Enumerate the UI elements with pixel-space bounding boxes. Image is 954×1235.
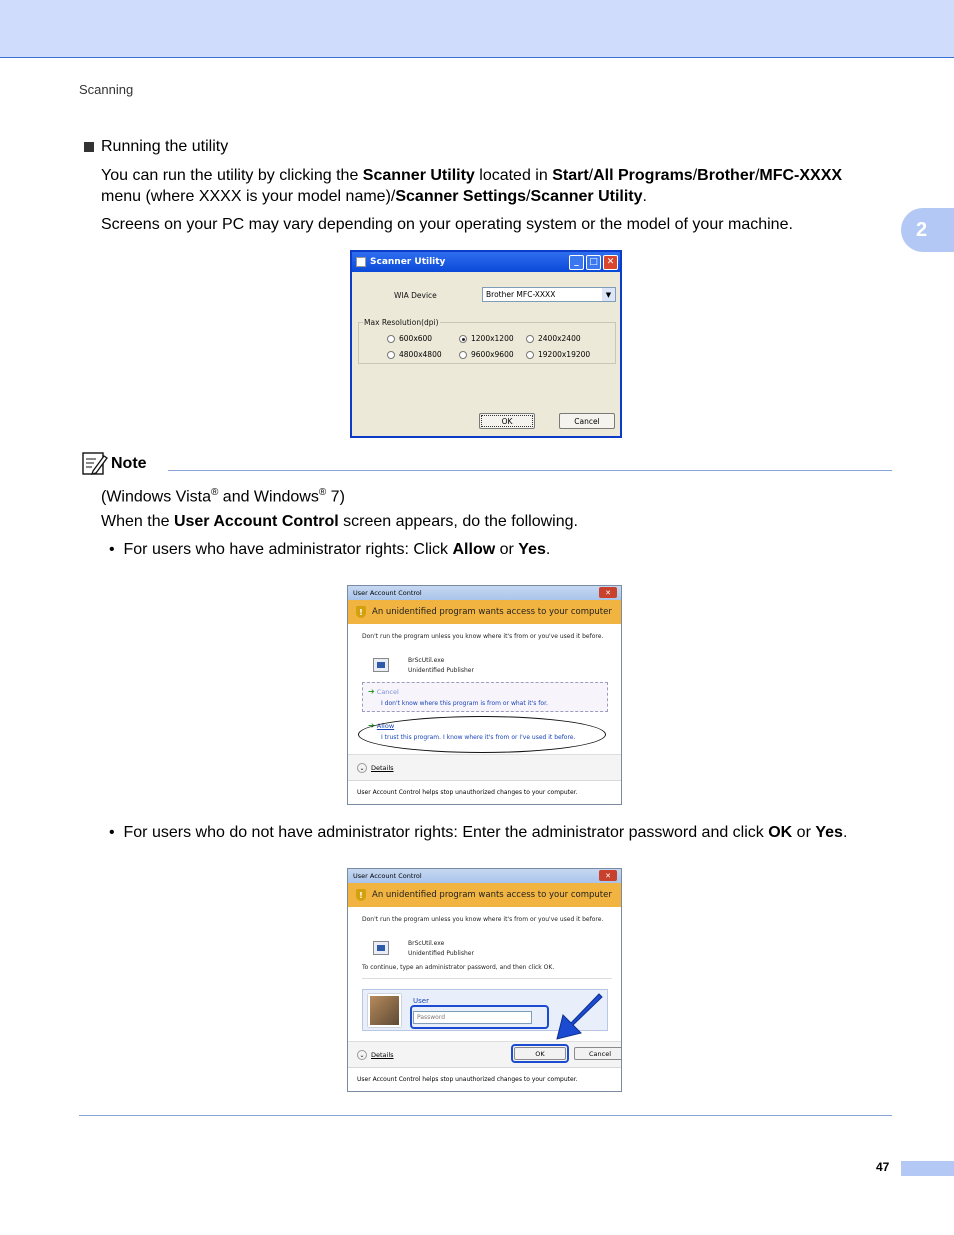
chevron-down-icon: ⌄ [357,763,367,773]
maximize-icon[interactable]: □ [586,255,601,270]
radio-2400[interactable] [526,334,581,343]
chevron-down-icon: ⌄ [357,1050,367,1060]
divider [362,978,612,979]
radio-4800[interactable] [387,350,442,359]
program-publisher: Unidentified Publisher [408,667,474,674]
bold-text: All Programs [593,167,693,184]
note-bullet-admin [109,539,550,560]
bold-text: MFC-XXXX [759,167,843,184]
details-label: Details [371,764,394,772]
program-icon [373,941,389,955]
uac-footer: User Account Control helps stop unauthorized changes to your computer. [348,1067,621,1091]
note-uac-line [101,511,578,532]
radio-selected-icon [459,335,467,343]
bullet-dot: • [109,824,124,841]
radio-label: 19200x19200 [538,350,591,359]
text: screen appears, do the following. [338,513,578,530]
text: or [495,541,519,558]
bold-text: Scanner Utility [530,188,643,205]
text: / [526,188,531,205]
radio-600[interactable] [387,334,432,343]
ok-button[interactable]: OK [479,413,535,429]
wia-device-label: WIA Device [394,291,437,300]
bold-text: Yes [815,824,843,841]
cancel-button[interactable]: Cancel [574,1047,622,1060]
text: 7) [326,488,345,506]
text: and Windows [218,488,319,506]
note-os-line [101,482,345,507]
radio-label: 600x600 [399,334,433,343]
cancel-command-desc: I don't know where this program is from or what it's for. [381,700,548,707]
radio-label: 1200x1200 [471,334,514,343]
bold-text: Scanner Settings [395,188,527,205]
note-pencil-icon [82,452,108,476]
radio-label: 9600x9600 [471,350,514,359]
text: / [692,167,698,184]
radio-1200[interactable] [459,334,514,343]
scanner-utility-window [350,250,622,438]
highlight-ellipse [358,716,606,753]
user-label: User [413,997,429,1005]
page-number: 47 [876,1160,890,1174]
close-icon[interactable]: ✕ [599,587,617,598]
details-toggle[interactable] [357,1050,394,1060]
uac-banner [348,600,621,624]
uac-footer: User Account Control helps stop unauthorized changes to your computer. [348,780,621,804]
text: located in [474,167,553,184]
bold-text: Yes [518,541,546,558]
radio-icon [459,351,467,359]
bullet-heading [84,138,228,156]
radio-icon [526,351,534,359]
page-tab [901,1161,954,1176]
ok-highlight [511,1044,569,1063]
chapter-tab: 2 [901,208,954,252]
bold-text: Start [552,167,589,184]
text: / [754,167,760,184]
wia-device-value: Brother MFC-XXXX [486,290,556,299]
cancel-title-text: Cancel [376,688,399,696]
text: For users who have administrator rights: Click [123,541,453,558]
radio-icon [387,351,395,359]
app-icon [356,257,366,267]
uac-titlebar [348,586,621,600]
square-bullet-icon [84,142,94,152]
uac-dialog-allow [347,585,622,805]
resolution-group-label: Max Resolution(dpi) [364,318,439,327]
radio-label: 2400x2400 [538,334,581,343]
uac-title: User Account Control [353,589,422,597]
text: menu (where XXXX is your model name)/ [101,188,396,205]
window-title: Scanner Utility [370,257,446,267]
bold-text: Brother [697,167,755,184]
text: For users who do not have administrator rights: Enter the administrator password and click [123,824,769,841]
uac-titlebar [348,869,621,883]
program-name: BrScUtil.exe [408,657,445,664]
ok-button[interactable]: OK [514,1047,566,1060]
bullet-title: Running the utility [101,138,229,155]
uac-title: User Account Control [353,872,422,880]
allow-command-desc: I trust this program. I know where it's from or I've used it before. [381,734,576,741]
bold-text: Scanner Utility [362,167,475,184]
uac-banner-text: An unidentified program wants access to your computer [372,607,612,617]
note-bullet-nonadmin [109,822,847,843]
text: . [545,541,551,558]
warning-shield-icon: ! [356,606,366,618]
radio-icon [526,335,534,343]
text: You can run the utility by clicking the [101,167,363,184]
text: . [842,824,848,841]
text: or [792,824,816,841]
minimize-icon[interactable]: _ [569,255,584,270]
registered-mark: ® [210,487,219,498]
note-divider [168,470,892,471]
radio-label: 4800x4800 [399,350,442,359]
paragraph-screens-vary: Screens on your PC may vary depending on your operating system or the model of your machine. [101,216,793,233]
uac-warning: Don't run the program unless you know where it's from or you've used it before. [362,633,604,640]
details-label: Details [371,1051,394,1059]
chevron-down-icon[interactable]: ▼ [602,288,615,301]
program-icon [373,658,389,672]
close-icon[interactable]: ✕ [603,255,618,270]
program-publisher: Unidentified Publisher [408,950,474,957]
uac-warning: Don't run the program unless you know where it's from or you've used it before. [362,916,604,923]
uac-banner-text: An unidentified program wants access to your computer [372,890,612,900]
radio-icon [387,335,395,343]
cancel-button[interactable]: Cancel [559,413,615,429]
green-arrow-icon: ➔ [368,687,375,696]
radio-19200[interactable] [526,350,590,359]
close-icon[interactable]: ✕ [599,870,617,881]
text: / [588,167,594,184]
uac-dialog-password [347,868,622,1092]
program-name: BrScUtil.exe [408,940,445,947]
text: (Windows Vista [101,488,211,506]
note-title: Note [111,455,147,472]
radio-9600[interactable] [459,350,514,359]
bold-text: OK [768,824,793,841]
user-avatar [368,994,401,1027]
cancel-command-title [368,687,399,696]
footer-divider [79,1115,892,1116]
bold-text: Allow [452,541,496,558]
green-arrow-icon: ➔ [368,721,375,730]
text: When the [101,513,174,530]
password-field[interactable]: Password [413,1011,532,1024]
text: . [642,188,647,205]
uac-instruction: To continue, type an administrator password, and then click OK. [362,964,555,971]
section-label: Scanning [79,82,134,97]
allow-title-text: Allow [376,722,395,730]
warning-shield-icon: ! [356,889,366,901]
bullet-dot: • [109,541,124,558]
wia-device-select[interactable] [482,287,616,302]
pointer-arrow-icon [555,993,605,1041]
window-titlebar [352,252,620,272]
password-highlight [410,1005,549,1029]
details-toggle[interactable] [357,763,394,773]
paragraph-run-utility [101,165,901,207]
header-band [0,0,954,58]
bold-text: User Account Control [173,513,339,530]
uac-banner [348,883,621,907]
note-heading [82,452,147,476]
registered-mark: ® [318,487,327,498]
